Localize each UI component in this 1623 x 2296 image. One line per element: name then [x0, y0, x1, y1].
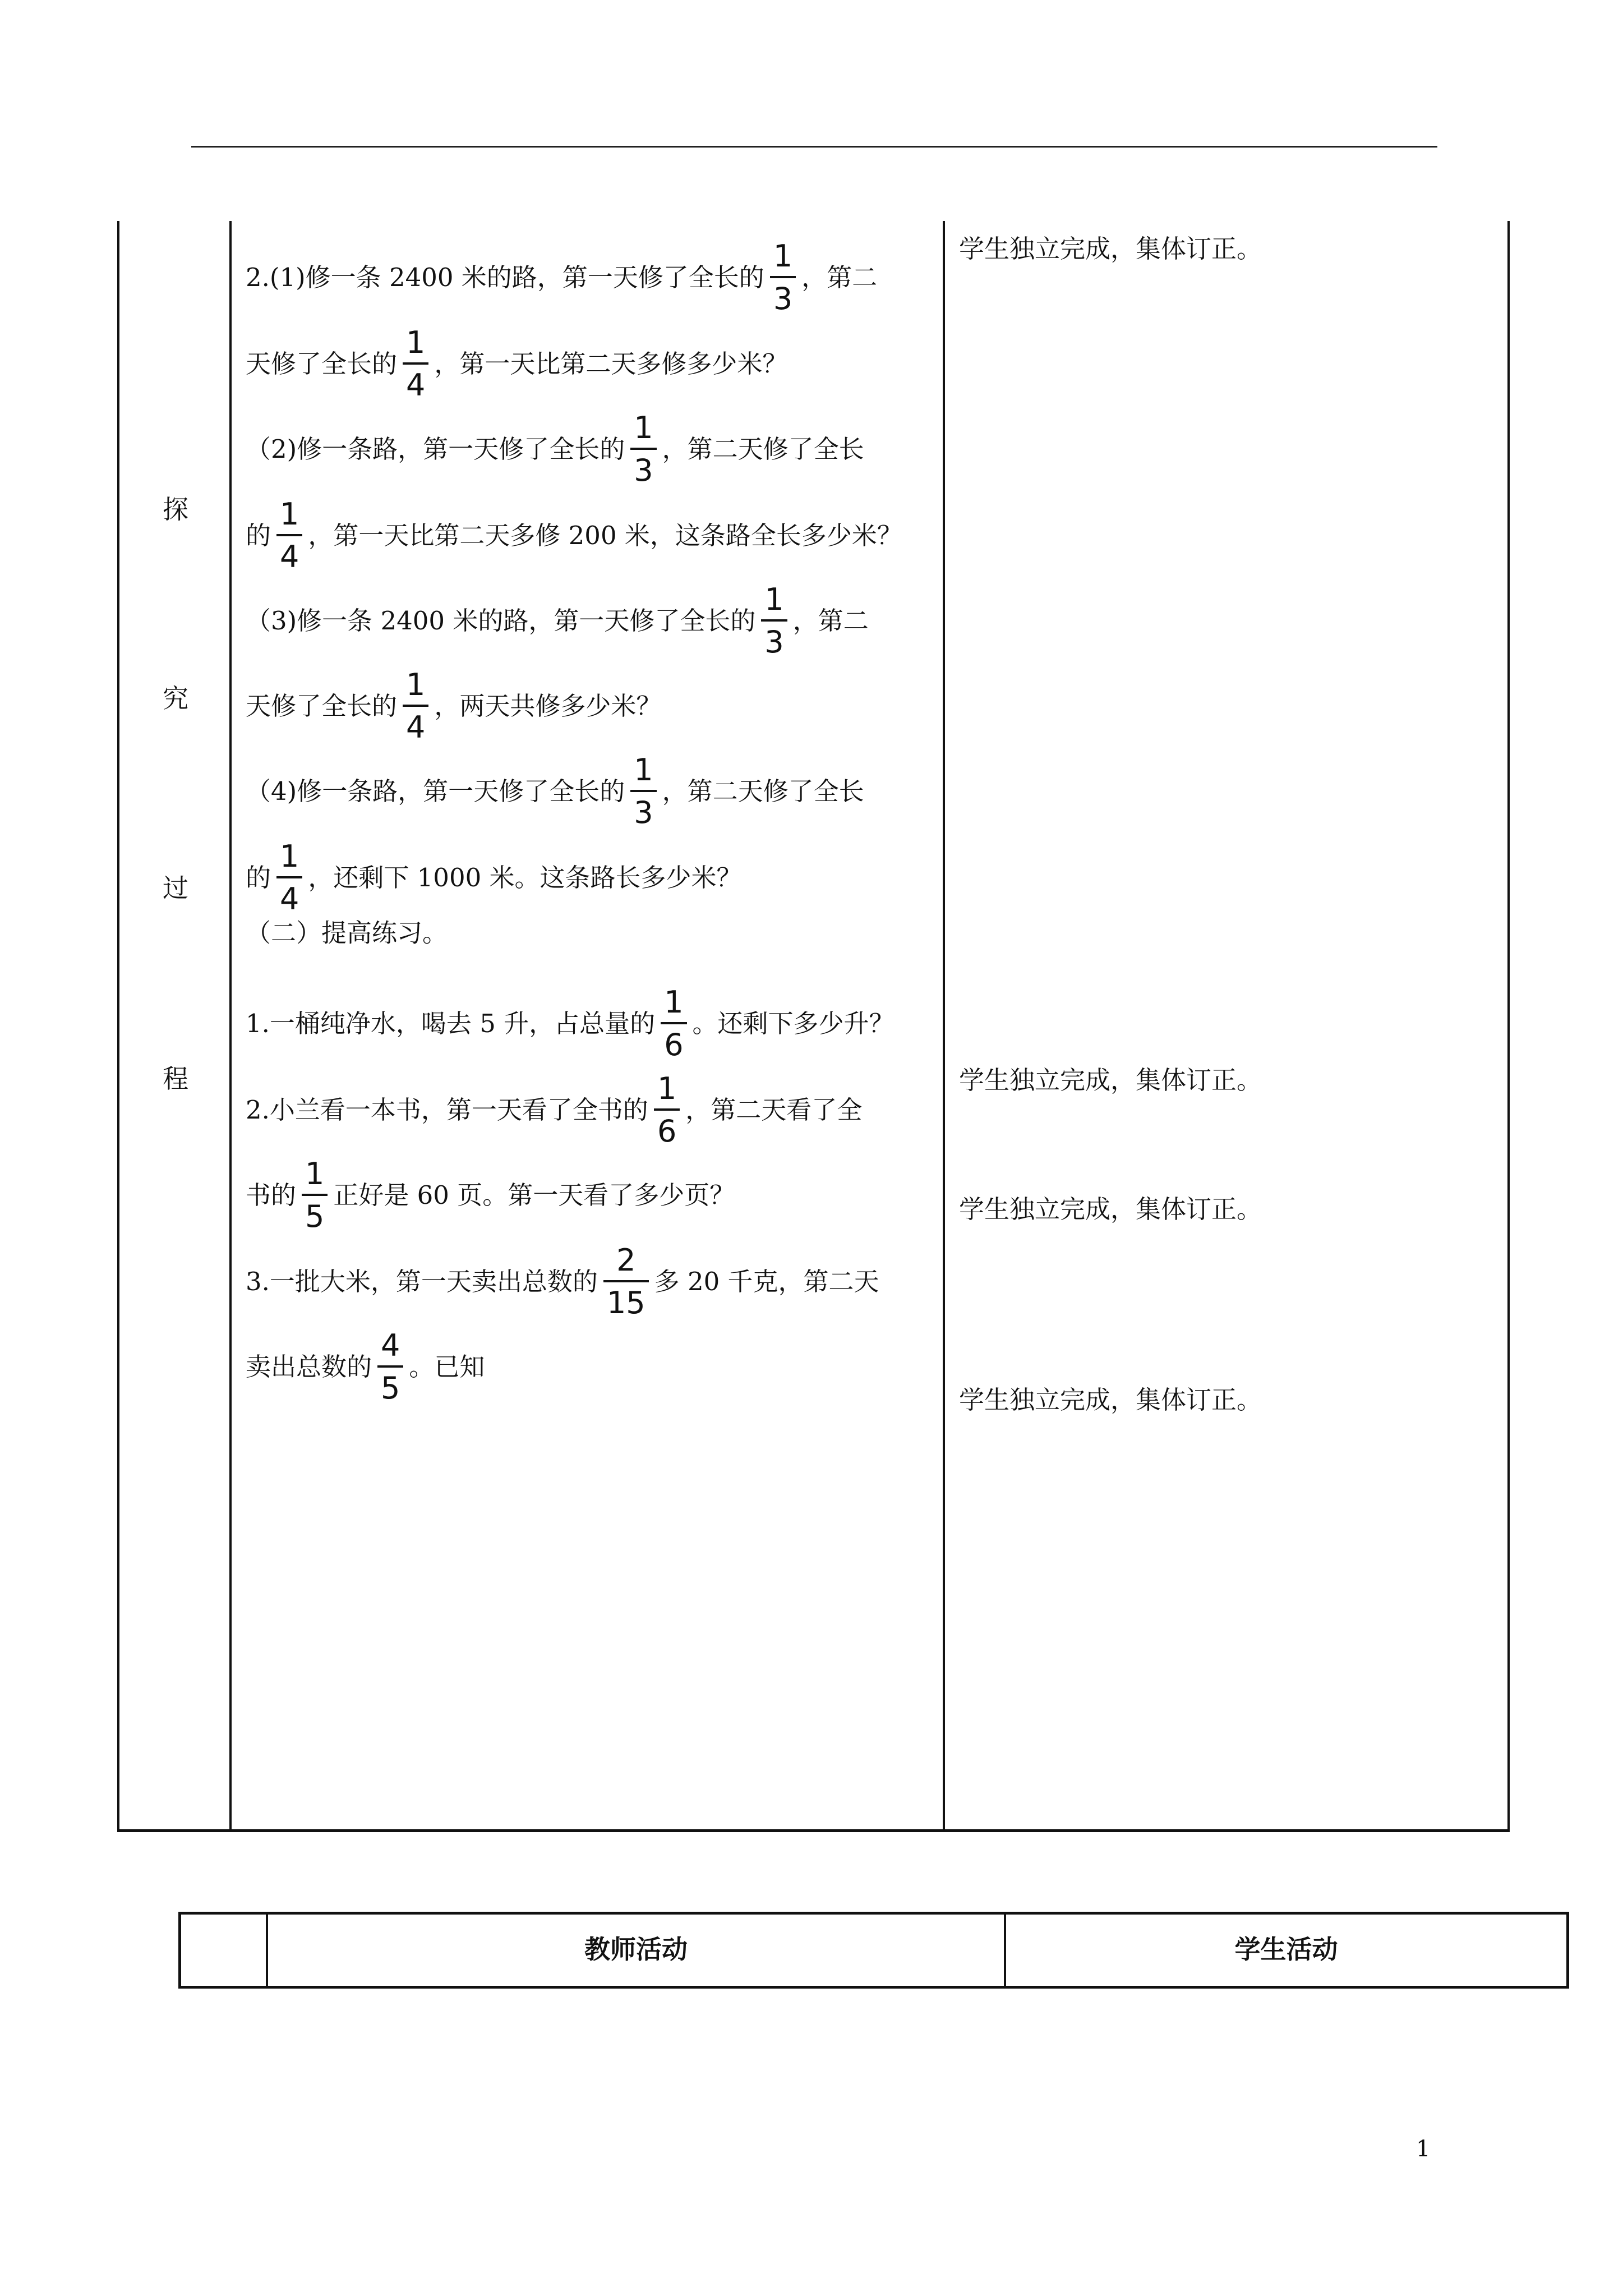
table-left-border: [117, 221, 119, 1832]
fraction-denominator: 4: [406, 367, 426, 403]
fraction-bar: [770, 276, 796, 278]
text-run: 天修了全长的: [246, 691, 398, 721]
section-heading: [246, 914, 448, 948]
fraction-bar: [276, 876, 302, 878]
fraction: [377, 1328, 403, 1406]
fraction-denominator: 5: [381, 1370, 400, 1406]
student-note: 学生独立完成，集体订正。: [959, 1194, 1262, 1224]
fraction-bar: [630, 448, 656, 450]
fraction-bar: [276, 534, 302, 536]
text-run: ，第二: [792, 606, 869, 636]
fraction-numerator: 1: [280, 496, 299, 532]
text-run: ，第二: [801, 263, 878, 292]
problem-line: [246, 1243, 879, 1320]
text-run: 1.一桶纯净水，喝去 5 升，占总量的: [246, 1009, 656, 1038]
fraction-numerator: 1: [773, 238, 793, 274]
fraction-numerator: 1: [305, 1156, 325, 1191]
text-run: （二）提高练习。: [246, 918, 448, 948]
problem-line: [246, 325, 788, 403]
text-run: 正好是 60 页。第一天看了多少页？: [333, 1180, 735, 1210]
fraction-numerator: 4: [381, 1328, 400, 1363]
fraction-numerator: 1: [406, 667, 426, 702]
fraction: [403, 667, 428, 745]
fraction: [654, 1071, 680, 1149]
fraction-numerator: 1: [406, 325, 426, 360]
fraction: [276, 496, 302, 574]
text-run: ，第二天修了全长: [662, 776, 864, 806]
fraction-denominator: 6: [664, 1027, 684, 1062]
text-run: 卖出总数的: [246, 1352, 372, 1382]
fraction-numerator: 1: [634, 752, 653, 788]
student-note: 学生独立完成，集体订正。: [959, 1385, 1262, 1415]
fraction-denominator: 3: [773, 281, 793, 316]
fraction: [276, 839, 302, 917]
problem-line: [246, 496, 902, 574]
text-run: ，第一天比第二天多修 200 米，这条路全长多少米？: [308, 521, 902, 550]
fraction-denominator: 4: [280, 881, 299, 917]
student-note: 学生独立完成，集体订正。: [959, 1065, 1262, 1095]
table-right-border: [1507, 221, 1510, 1832]
fraction-denominator: 3: [634, 795, 653, 830]
fraction-numerator: 1: [657, 1071, 677, 1106]
fraction-bar: [377, 1365, 403, 1368]
text-run: 的: [246, 521, 271, 550]
fraction-numerator: 1: [764, 582, 784, 617]
problem-line: [246, 984, 895, 1062]
text-run: （4)修一条路，第一天修了全长的: [246, 776, 625, 806]
problem-line: [246, 238, 878, 316]
table-divider-student: [943, 221, 945, 1832]
table-divider-label: [229, 221, 232, 1832]
text-run: ，第二天看了全: [685, 1095, 863, 1125]
text-run: 的: [246, 863, 271, 892]
table-bottom-border: [117, 1829, 1510, 1832]
fraction-bar: [603, 1280, 649, 1282]
side-label-char: 探: [163, 494, 188, 524]
text-run: 书的: [246, 1180, 297, 1210]
fraction-bar: [630, 790, 656, 792]
fraction-numerator: 2: [616, 1243, 636, 1278]
side-label-char: 过: [163, 873, 188, 903]
fraction: [403, 325, 428, 403]
fraction-bar: [403, 705, 428, 707]
fraction-bar: [761, 619, 787, 622]
fraction-numerator: 1: [664, 984, 684, 1020]
fraction-bar: [403, 362, 428, 365]
fraction-denominator: 3: [634, 453, 653, 488]
text-run: 3.一批大米，第一天卖出总数的: [246, 1267, 598, 1296]
text-run: ，还剩下 1000 米。这条路长多少米？: [308, 863, 742, 892]
student-note: 学生独立完成，集体订正。: [959, 234, 1262, 264]
text-run: 2.小兰看一本书，第一天看了全书的: [246, 1095, 648, 1125]
fraction-denominator: 3: [764, 624, 784, 660]
fraction: [302, 1156, 328, 1234]
text-run: （2)修一条路，第一天修了全长的: [246, 434, 625, 464]
side-label-char: 程: [163, 1064, 188, 1094]
fraction-bar: [654, 1108, 680, 1111]
fraction-numerator: 1: [634, 410, 653, 445]
text-run: 多 20 千克，第二天: [654, 1267, 879, 1296]
problem-line: [246, 667, 662, 745]
text-run: ，两天共修多少米？: [434, 691, 662, 721]
fraction: [630, 752, 656, 830]
text-run: ，第二天修了全长: [662, 434, 864, 464]
text-run: 。已知: [409, 1352, 485, 1382]
text-run: 天修了全长的: [246, 349, 398, 379]
problem-line: [246, 1156, 735, 1234]
header-rule: [191, 146, 1437, 148]
fraction-denominator: 15: [606, 1285, 645, 1320]
header-teacher-activity: 教师活动: [584, 1934, 688, 1964]
fraction-bar: [302, 1194, 328, 1196]
problem-line: [246, 410, 864, 488]
fraction-denominator: 5: [305, 1199, 325, 1234]
side-label-char: 究: [163, 683, 188, 714]
problem-line: [246, 752, 864, 830]
text-run: （3)修一条 2400 米的路，第一天修了全长的: [246, 606, 756, 636]
header-student-activity: 学生活动: [1234, 1934, 1338, 1964]
problem-line: [246, 839, 742, 917]
fraction-numerator: 1: [280, 839, 299, 874]
page-number: 1: [1416, 2136, 1431, 2162]
fraction: [630, 410, 656, 488]
fraction-denominator: 6: [657, 1114, 677, 1149]
fraction: [770, 238, 796, 316]
fraction: [603, 1245, 649, 1318]
text-run: ，第一天比第二天多修多少米？: [434, 349, 788, 379]
problem-line: [246, 582, 869, 660]
fraction-denominator: 4: [280, 539, 299, 574]
text-run: 。还剩下多少升？: [692, 1009, 895, 1038]
problem-line: [246, 1071, 863, 1149]
fraction: [661, 984, 686, 1062]
text-run: 2.(1)修一条 2400 米的路，第一天修了全长的: [246, 263, 764, 292]
fraction-denominator: 4: [406, 710, 426, 745]
fraction-bar: [661, 1022, 686, 1024]
problem-line: [246, 1328, 485, 1406]
fraction: [761, 582, 787, 660]
